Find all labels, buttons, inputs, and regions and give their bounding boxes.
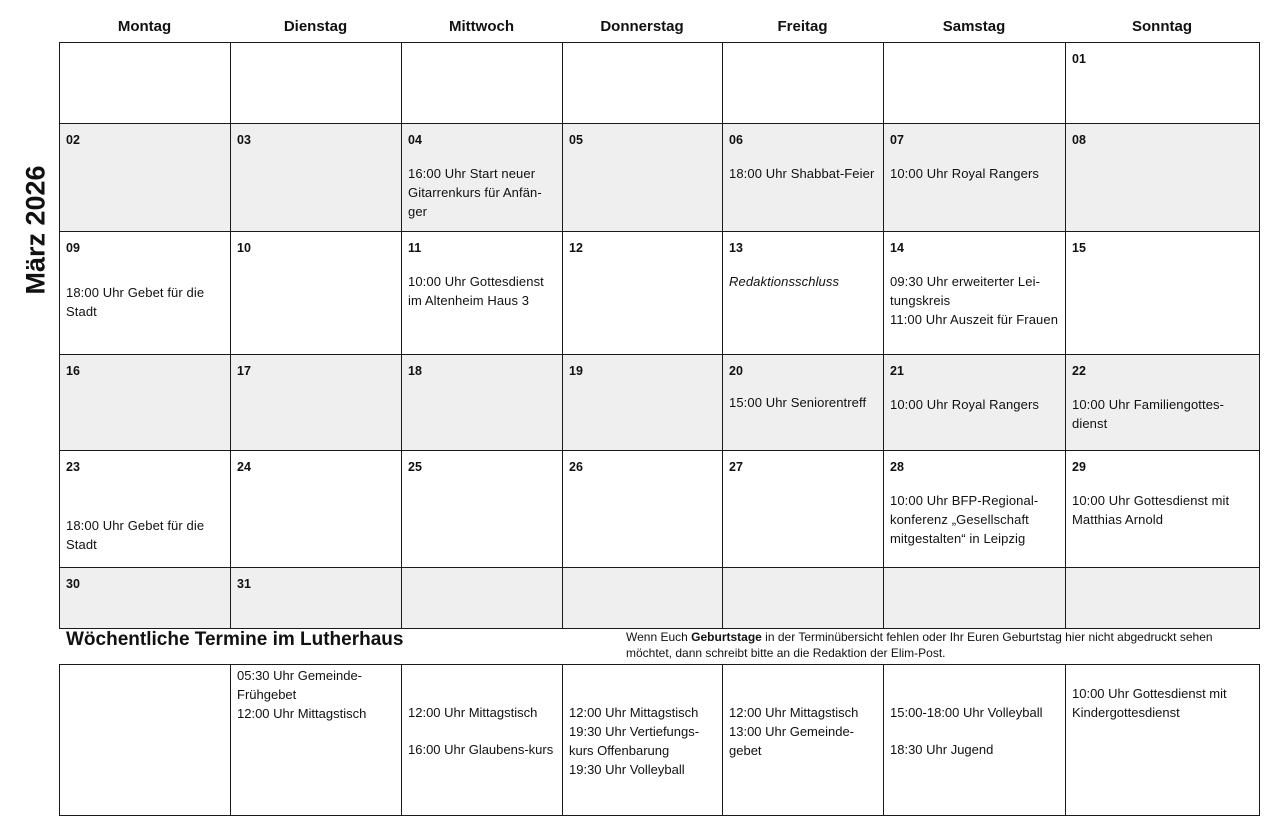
calendar-day-cell xyxy=(563,355,723,451)
day-number: 01 xyxy=(1072,52,1086,66)
day-number: 26 xyxy=(569,460,583,474)
weekly-day-cell xyxy=(402,665,563,816)
calendar-day-cell xyxy=(60,43,231,124)
day-number: 06 xyxy=(729,133,743,147)
calendar-week-row xyxy=(60,451,1260,568)
calendar-day-cell xyxy=(231,232,402,355)
weekly-day-cell xyxy=(563,665,723,816)
birthday-note xyxy=(626,629,1256,661)
calendar-event: 18:00 Uhr Gebet für die Stadt xyxy=(66,285,205,319)
calendar-day-cell xyxy=(563,568,723,629)
calendar-day-cell xyxy=(723,43,884,124)
day-number: 04 xyxy=(408,133,422,147)
calendar-day-cell xyxy=(884,568,1066,629)
calendar-day-cell xyxy=(723,232,884,355)
weekly-day-cell xyxy=(884,665,1066,816)
calendar-day-cell xyxy=(1066,355,1260,451)
day-number: 30 xyxy=(66,577,80,591)
calendar-day-cell xyxy=(723,355,884,451)
day-number: 10 xyxy=(237,241,251,255)
day-number: 20 xyxy=(729,364,743,378)
calendar-day-cell xyxy=(563,43,723,124)
weekly-schedule-grid xyxy=(59,664,1260,816)
day-number: 24 xyxy=(237,460,251,474)
calendar-day-cell xyxy=(231,355,402,451)
calendar-day-cell xyxy=(60,124,231,232)
weekday-header: Mittwoch xyxy=(449,18,514,35)
calendar-day-cell xyxy=(884,355,1066,451)
day-number: 21 xyxy=(890,364,904,378)
weekly-event: 13:00 Uhr Gemeinde-gebet xyxy=(729,724,855,758)
calendar-day-cell xyxy=(884,232,1066,355)
weekday-header: Sonntag xyxy=(1132,18,1192,35)
day-number: 15 xyxy=(1072,241,1086,255)
day-number: 07 xyxy=(890,133,904,147)
month-title: März 2026 xyxy=(20,165,51,295)
day-number: 09 xyxy=(66,241,80,255)
day-number xyxy=(723,43,883,66)
calendar-event: 10:00 Uhr Royal Rangers xyxy=(890,166,1039,181)
weekly-day-cell xyxy=(60,665,231,816)
calendar-day-cell xyxy=(402,355,563,451)
calendar-week-row xyxy=(60,43,1260,124)
day-number xyxy=(402,43,562,66)
calendar-event: 10:00 Uhr Gottesdienst mit Matthias Arnold xyxy=(1072,493,1230,527)
calendar-day-cell xyxy=(60,355,231,451)
weekday-header: Samstag xyxy=(942,18,1006,35)
calendar-event: 10:00 Uhr Royal Rangers xyxy=(890,397,1039,412)
day-number: 17 xyxy=(237,364,251,378)
weekly-row xyxy=(60,665,1260,816)
weekly-event: 12:00 Uhr Mittagstisch xyxy=(237,706,367,721)
day-number xyxy=(60,43,230,66)
day-number xyxy=(402,568,562,591)
day-number: 31 xyxy=(237,577,251,591)
month-title-vertical xyxy=(8,160,64,300)
birthday-note-suffix: in der Terminübersicht fehlen oder Ihr Euren Geburtstag hier nicht abgedruckt sehen möchtet, dann schreibt bitte an die Redaktion der Elim-Post. xyxy=(626,630,1213,660)
calendar-week-row xyxy=(60,124,1260,232)
day-number: 03 xyxy=(237,133,251,147)
calendar-day-cell xyxy=(60,232,231,355)
day-number: 23 xyxy=(66,460,80,474)
day-number xyxy=(723,568,883,591)
weekly-event: 05:30 Uhr Gemeinde-Frühgebet xyxy=(237,668,363,702)
calendar-day-cell xyxy=(1066,451,1260,568)
weekly-event: 12:00 Uhr Mittagstisch xyxy=(569,705,699,720)
birthday-note-prefix: Wenn Euch xyxy=(626,630,692,644)
calendar-event: 10:00 Uhr BFP-Regional-konferenz „Gesellschaft mitgestalten“ in Leipzig xyxy=(890,493,1039,546)
day-number xyxy=(1066,568,1259,591)
calendar-day-cell xyxy=(402,451,563,568)
weekly-event: 16:00 Uhr Glaubens-kurs xyxy=(408,742,554,757)
month-calendar-grid xyxy=(59,42,1260,629)
weekly-event: 12:00 Uhr Mittagstisch xyxy=(729,705,859,720)
calendar-day-cell xyxy=(402,43,563,124)
day-number: 11 xyxy=(408,241,422,255)
calendar-day-cell xyxy=(231,568,402,629)
calendar-event: 15:00 Uhr Seniorentreff xyxy=(729,395,867,410)
calendar-day-cell xyxy=(402,568,563,629)
day-number: 22 xyxy=(1072,364,1086,378)
weekday-header: Freitag xyxy=(777,18,828,35)
weekly-day-cell xyxy=(231,665,402,816)
calendar-day-cell xyxy=(563,232,723,355)
calendar-event: 11:00 Uhr Auszeit für Frauen xyxy=(890,312,1059,327)
calendar-event: 16:00 Uhr Start neuer Gitarrenkurs für Anfän-ger xyxy=(408,166,542,219)
birthday-note-keyword: Geburtstage xyxy=(691,630,762,644)
weekly-event: 12:00 Uhr Mittagstisch xyxy=(408,705,538,720)
weekday-header: Dienstag xyxy=(283,18,348,35)
calendar-day-cell xyxy=(402,124,563,232)
calendar-day-cell xyxy=(884,451,1066,568)
weekly-event: 19:30 Uhr Vertiefungs-kurs Offenbarung xyxy=(569,724,700,758)
calendar-day-cell xyxy=(231,451,402,568)
calendar-day-cell xyxy=(1066,568,1260,629)
day-number: 13 xyxy=(729,241,743,255)
weekly-day-cell xyxy=(723,665,884,816)
calendar-event: 10:00 Uhr Familiengottes-dienst xyxy=(1072,397,1225,431)
day-number: 28 xyxy=(890,460,904,474)
day-number xyxy=(563,43,722,66)
day-number: 29 xyxy=(1072,460,1086,474)
day-number xyxy=(563,568,722,591)
weekly-event: 15:00-18:00 Uhr Volleyball xyxy=(890,705,1043,720)
calendar-day-cell xyxy=(884,124,1066,232)
calendar-day-cell xyxy=(231,124,402,232)
calendar-day-cell xyxy=(402,232,563,355)
day-number: 12 xyxy=(569,241,583,255)
weekly-day-cell xyxy=(1066,665,1260,816)
calendar-day-cell xyxy=(1066,124,1260,232)
calendar-event: Redaktionsschluss xyxy=(729,274,840,289)
calendar-day-cell xyxy=(60,568,231,629)
calendar-week-row xyxy=(60,568,1260,629)
day-number: 27 xyxy=(729,460,743,474)
calendar-day-cell xyxy=(1066,232,1260,355)
day-number: 25 xyxy=(408,460,422,474)
weekday-header: Donnerstag xyxy=(600,18,684,35)
weekly-section-title: Wöchentliche Termine im Lutherhaus xyxy=(66,629,404,650)
weekly-event: 18:30 Uhr Jugend xyxy=(890,742,994,757)
calendar-week-row xyxy=(60,355,1260,451)
calendar-event: 09:30 Uhr erweiterter Lei-tungskreis xyxy=(890,274,1040,308)
calendar-day-cell xyxy=(723,568,884,629)
day-number: 05 xyxy=(569,133,583,147)
day-number xyxy=(884,568,1065,591)
calendar-day-cell xyxy=(884,43,1066,124)
calendar-event: 10:00 Uhr Gottesdienst im Altenheim Haus 3 xyxy=(408,274,544,308)
calendar-day-cell xyxy=(563,124,723,232)
weekly-event: 19:30 Uhr Volleyball xyxy=(569,762,685,777)
day-number: 19 xyxy=(569,364,583,378)
calendar-day-cell xyxy=(723,124,884,232)
calendar-day-cell xyxy=(60,451,231,568)
weekday-header: Montag xyxy=(117,18,172,35)
calendar-day-cell xyxy=(723,451,884,568)
calendar-event: 18:00 Uhr Gebet für die Stadt xyxy=(66,518,205,552)
day-number: 08 xyxy=(1072,133,1086,147)
day-number: 14 xyxy=(890,241,904,255)
calendar-day-cell xyxy=(231,43,402,124)
calendar-day-cell xyxy=(1066,43,1260,124)
day-number xyxy=(231,43,401,66)
calendar-week-row xyxy=(60,232,1260,355)
day-number: 18 xyxy=(408,364,422,378)
weekly-event: 10:00 Uhr Gottesdienst mit Kindergottesdienst xyxy=(1072,686,1227,720)
day-number: 16 xyxy=(66,364,80,378)
day-number xyxy=(884,43,1065,66)
weekday-header-row xyxy=(59,18,1259,40)
day-number: 02 xyxy=(66,133,80,147)
calendar-day-cell xyxy=(563,451,723,568)
calendar-event: 18:00 Uhr Shabbat-Feier xyxy=(729,166,875,181)
